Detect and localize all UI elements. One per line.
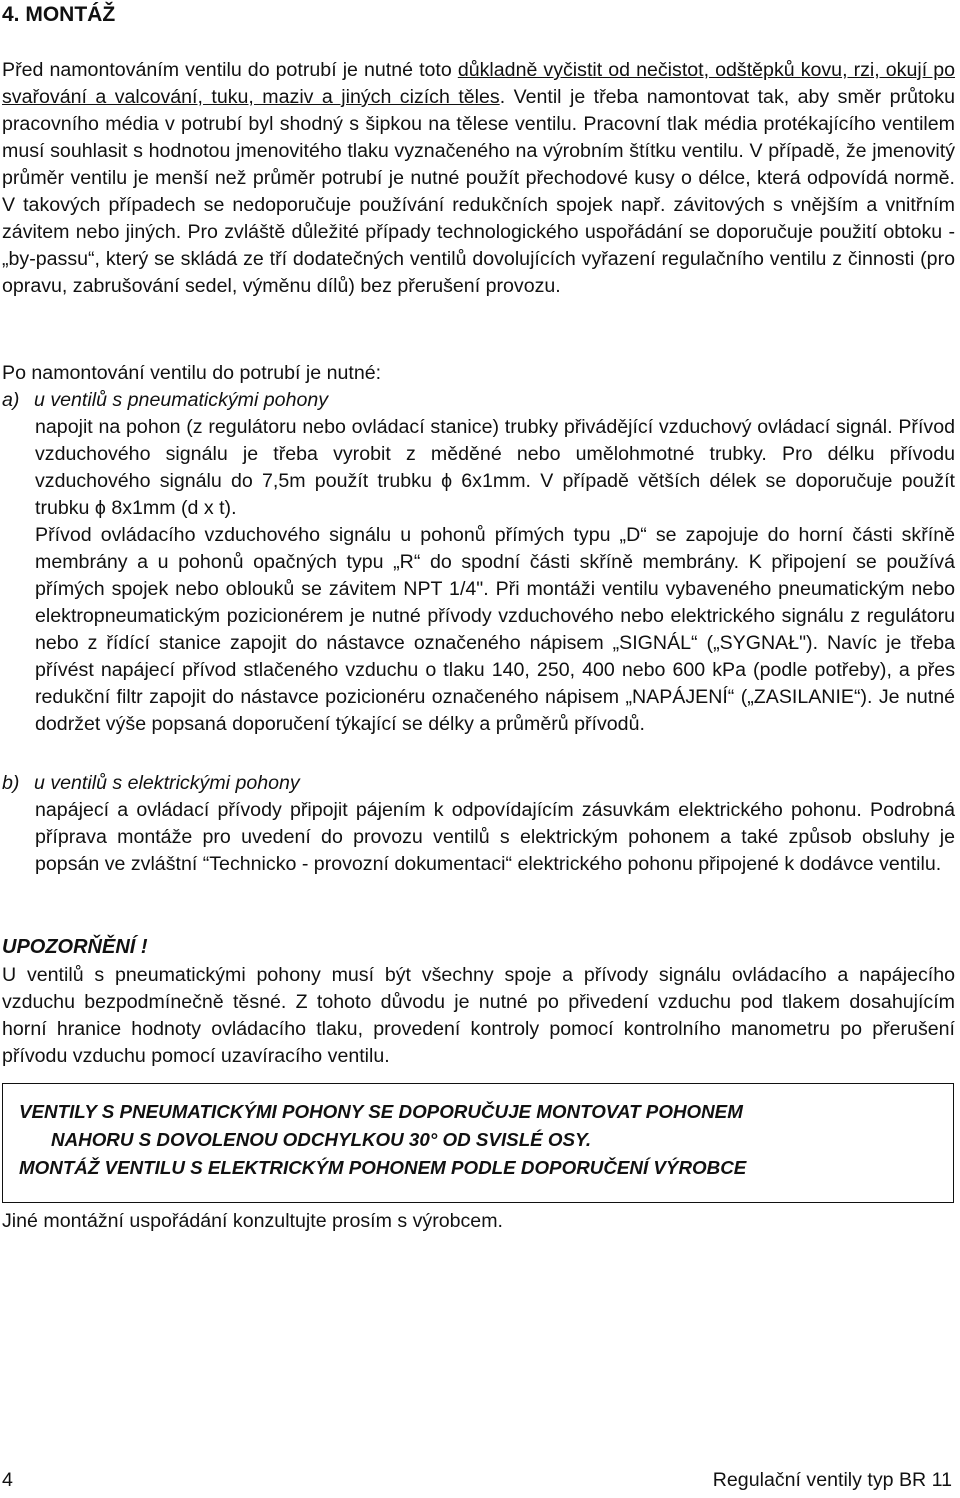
item-a-marker: a) <box>2 389 20 411</box>
page-number: 4 <box>2 1469 13 1491</box>
notice-line-1: VENTILY S PNEUMATICKÝMI POHONY SE DOPORUČUJE MONTOVAT POHONEM <box>19 1101 743 1122</box>
intro-text-start: Před namontováním ventilu do potrubí je nutné toto <box>2 59 458 81</box>
section-title: 4. MONTÁŽ <box>2 3 116 26</box>
item-a-paragraph-2: Přívod ovládacího vzduchového signálu u pohonů přímých typu „D“ se zapojuje do horní části skříně membrány a u pohonů opačných typu „R“ do spodní části skříně membrány. K připojení se používá přímých spojek nebo oblouků se závitem NPT 1/4". Při montáži ventilu vybaveného pneumatickým nebo elektropneumatickým pozicionérem je nutné přívody vzduchového nebo elektrického signálu z regulátoru nebo z řídící stanice zapojit do nástavce označeného nápisem „SIGNÁL“ („SYGNAŁ"). Navíc je třeba přívést napájecí přívod stlačeného vzduchu o tlaku 140, 250, 400 nebo 600 kPa (podle potřeby), a přes redukční filtr zapojit do nástavce pozicionéru označeného nápisem „NAPÁJENÍ“ („ZASILANIE“). Je nutné dodržet výše popsaná doporučení týkající se délky a průměrů přívodů. <box>35 524 955 735</box>
notice-box <box>2 1083 954 1203</box>
item-a-title: u ventilů s pneumatickými pohony <box>34 389 329 411</box>
after-mount-line: Po namontování ventilu do potrubí je nutné: <box>2 362 382 384</box>
item-b-marker: b) <box>2 772 20 794</box>
item-b-heading <box>2 770 300 797</box>
item-b-paragraph: napájecí a ovládací přívody připojit pájením k odpovídajícím zásuvkám elektrického pohonu. Podrobná příprava montáže pro uvedení do provozu ventilů s elektrickým pohonem a také způsob obsluhy je popsán ve zvláštní “Technicko - provozní dokumentaci“ elektrického pohonu připojené k dodávce ventilu. <box>35 799 955 875</box>
item-a-paragraph-1: napojit na pohon (z regulátoru nebo ovládací stanice) trubky přivádějící vzduchový ovládací signál. Přívod vzduchového signálu je třeba vyrobit z měděné nebo umělohmotné trubky. Pro délku přívodu vzduchového signálu do 7,5m použít trubku ϕ 6x1mm. V případě větších délek se doporučuje použít trubku ϕ 8x1mm (d x t). <box>35 416 955 519</box>
footer-doc-title: Regulační ventily typ BR 11 <box>712 1469 952 1491</box>
item-a-heading <box>2 387 328 414</box>
intro-text-rest: . Ventil je třeba namontovat tak, aby směr průtoku pracovního média v potrubí byl shodný s šipkou na tělese ventilu. Pracovní tlak média protékajícího ventilem musí souhlasit s hodnotou jmenovitého tlaku vyznačeného na výrobním štítku ventilu. V případě, že jmenovitý průměr ventilu je menší než průměr potrubí je nutné použít přechodové kusy o délce, která odpovídá normě. V takových případech se nedoporučuje používání redukčních spojek např. závitových s vnějším a vnitřním závitem nebo jiných. Pro zvláště důležité případy technologického uspořádání se doporučuje použití obtoku - „by-passu“, který se skládá ze tří dodatečných ventilů dovolujících vyřazení regulačního ventilu z činnosti (pro opravu, zabrušování sedel, výměnu dílů) bez přerušení provozu. <box>2 86 955 297</box>
warning-heading: UPOZORŇĚNÍ ! <box>2 936 148 958</box>
intro-underlined-text: důkladně vyčistit od nečistot, odštěpků kovu, rzi, okují po svařování a valcování, tuku, maziv a jiných cizích těles <box>2 59 955 108</box>
warning-paragraph: U ventilů s pneumatickými pohony musí být všechny spoje a přívody signálu ovládacího a napájecího vzduchu bezpodmínečně těsné. Z tohoto důvodu je nutné po přivedení vzduchu pod tlakem dosahujícím horní hranice hodnoty ovládacího tlaku, provedení kontroly pomocí kontrolního manometru po přerušení přívodu vzduchu pomocí uzavíracího ventilu. <box>2 964 955 1067</box>
notice-line-3: MONTÁŽ VENTILU S ELEKTRICKÝM POHONEM PODLE DOPORUČENÍ VÝROBCE <box>19 1157 747 1178</box>
intro-paragraph <box>2 57 955 300</box>
notice-line-2: NAHORU S DOVOLENOU ODCHYLKOU 30° OD SVISLÉ OSY. <box>51 1129 592 1150</box>
item-b-title: u ventilů s elektrickými pohony <box>34 772 300 794</box>
closing-line: Jiné montážní uspořádání konzultujte prosím s výrobcem. <box>2 1210 503 1232</box>
